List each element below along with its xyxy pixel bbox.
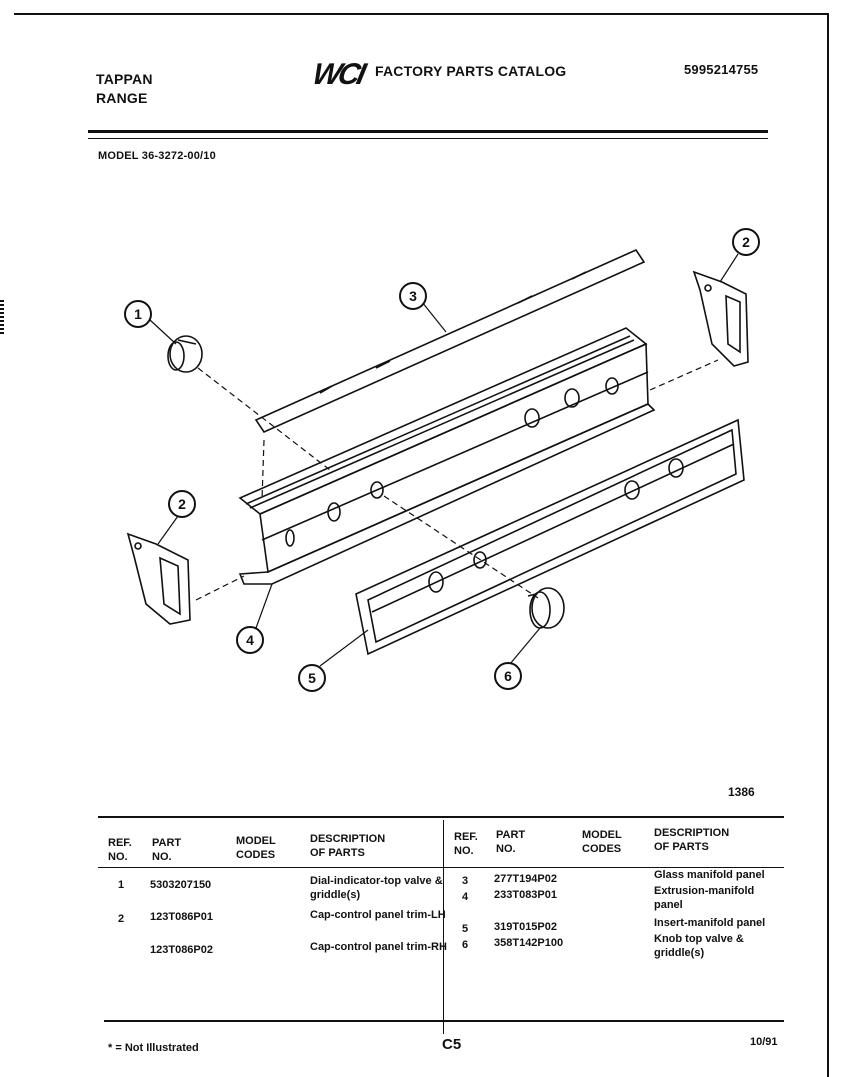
insert-manifold-panel bbox=[356, 420, 744, 654]
header-desc: DESCRIPTION OF PARTS bbox=[310, 833, 386, 859]
not-illustrated-note: * = Not Illustrated bbox=[108, 1042, 199, 1054]
extrusion-manifold-panel bbox=[240, 328, 654, 584]
cap-trim-rh bbox=[694, 272, 748, 366]
header-model: MODEL CODES bbox=[236, 835, 276, 861]
model-number: MODEL 36-3272-00/10 bbox=[98, 150, 216, 162]
header-desc-right: DESCRIPTION OF PARTS bbox=[654, 827, 730, 853]
callout-4: 4 bbox=[236, 626, 264, 654]
callout-3: 3 bbox=[399, 282, 427, 310]
table-divider bbox=[443, 820, 444, 1034]
callout-2-right: 2 bbox=[732, 228, 760, 256]
catalog-number: 5995214755 bbox=[684, 62, 759, 77]
knob-top-valve bbox=[528, 588, 564, 628]
callout-1: 1 bbox=[124, 300, 152, 328]
header-part: PART NO. bbox=[152, 837, 182, 863]
callout-6: 6 bbox=[494, 662, 522, 690]
catalog-title: FACTORY PARTS CATALOG bbox=[375, 63, 567, 79]
callout-5: 5 bbox=[298, 664, 326, 692]
diagram-id: 1386 bbox=[728, 785, 755, 799]
page-date: 10/91 bbox=[750, 1036, 778, 1048]
table-rule-top bbox=[98, 816, 784, 818]
table-rule-bottom bbox=[104, 1020, 784, 1022]
header-ref-right: REF. NO. bbox=[454, 831, 478, 857]
header-ref: REF. NO. bbox=[108, 837, 132, 863]
wci-logo: WCI bbox=[309, 58, 366, 91]
brand-name: TAPPAN bbox=[96, 71, 153, 87]
cap-trim-lh bbox=[128, 534, 190, 624]
page-code: C5 bbox=[442, 1036, 462, 1053]
callout-2-left: 2 bbox=[168, 490, 196, 518]
product-type: RANGE bbox=[96, 90, 148, 106]
header-model-right: MODEL CODES bbox=[582, 829, 622, 855]
header-part-right: PART NO. bbox=[496, 829, 526, 855]
